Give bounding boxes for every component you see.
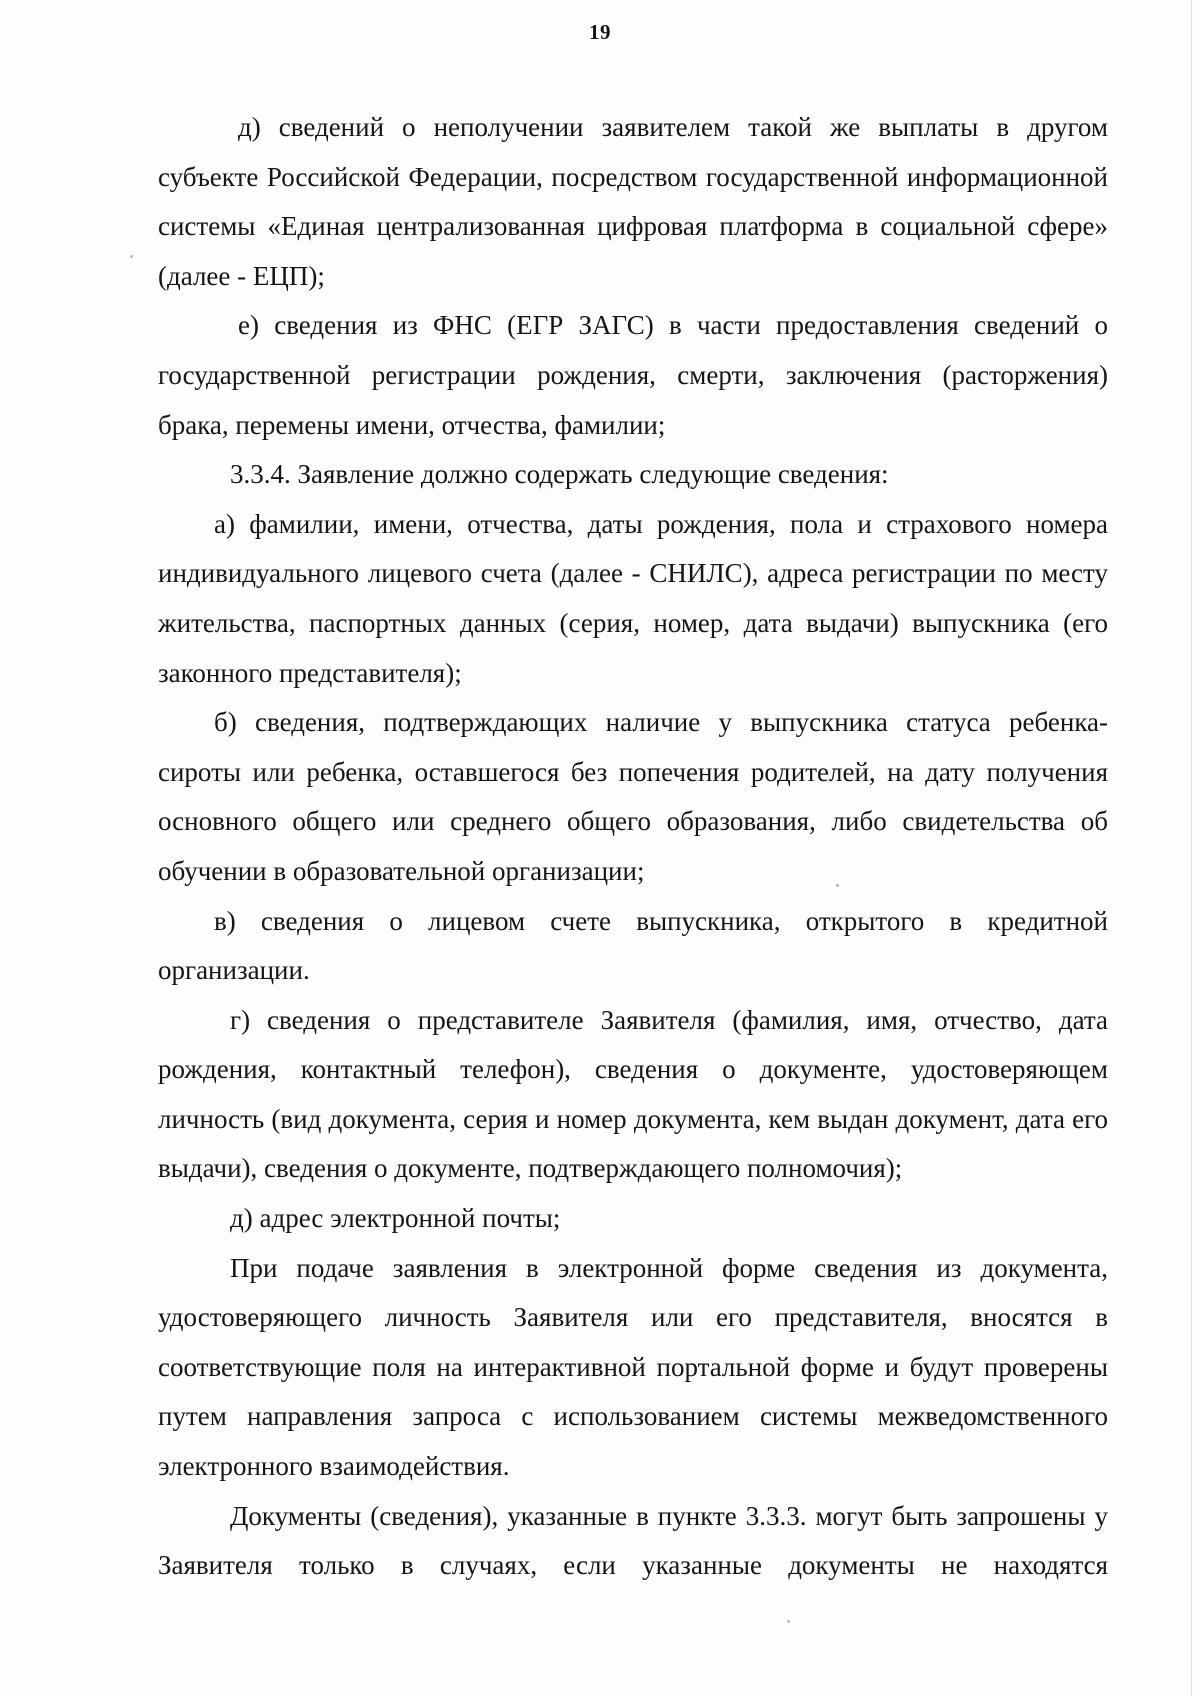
document-body	[158, 103, 1108, 1591]
scan-speck	[787, 1620, 790, 1623]
paragraph-v-bank-account: в) сведения о лицевом счете выпускника, открытого в кредитной организации.	[158, 905, 1108, 986]
paragraph-d-ecp: д) сведений о неполучении заявителем такой же выплаты в другом субъекте Российской Федерации, посредством государственной информационной системы «Единая централизованная цифровая платформа в социальной сфере» (далее - ЕЦП);	[158, 112, 1108, 291]
paragraph-a-personal-data: а) фамилии, имени, отчества, даты рождения, пола и страхового номера индивидуального лицевого счета (далее - СНИЛС), адреса регистрации по месту жительства, паспортных данных (серия, номер, дата выдачи) выпускника (его законного представителя);	[158, 508, 1108, 688]
page-number: 19	[589, 20, 611, 44]
scan-speck	[130, 255, 133, 258]
paragraph-e-fns: е) сведения из ФНС (ЕГР ЗАГС) в части предоставления сведений о государственной регистрации рождения, смерти, заключения (расторжения) брака, перемены имени, отчества, фамилии;	[158, 310, 1108, 440]
paragraph-b-orphan-status: б) сведения, подтверждающих наличие у выпускника статуса ребенка-сироты или ребенка, оставшегося без попечения родителей, на дату получения основного общего или среднего общего образования, либо свидетельства об обучении в образовательной организации;	[158, 707, 1108, 886]
paragraph-3-3-4-heading: 3.3.4. Заявление должно содержать следующие сведения:	[230, 459, 889, 490]
scan-speck	[836, 884, 839, 887]
paragraph-g-representative: г) сведения о представителе Заявителя (фамилия, имя, отчество, дата рождения, контактный телефон), сведения о документе, удостоверяющем личность (вид документа, серия и номер документа, кем выдан документ, дата его выдачи), сведения о документе, подтверждающего полномочия);	[158, 1004, 1108, 1184]
paragraph-electronic-submission: При подаче заявления в электронной форме сведения из документа, удостоверяющего личность Заявителя или его представителя, вносятся в соответствующие поля на интерактивной портальной форме и будут проверены путем направления запроса с использованием системы межведомственного электронного взаимодействия.	[158, 1252, 1108, 1482]
scan-edge-line	[1191, 0, 1192, 1696]
paragraph-d-email: д) адрес электронной почты;	[230, 1203, 561, 1234]
paragraph-requested-documents: Документы (сведения), указанные в пункте 3.3.3. могут быть запрошены у Заявителя только в случаях, если указанные документы не находятся	[158, 1500, 1108, 1581]
